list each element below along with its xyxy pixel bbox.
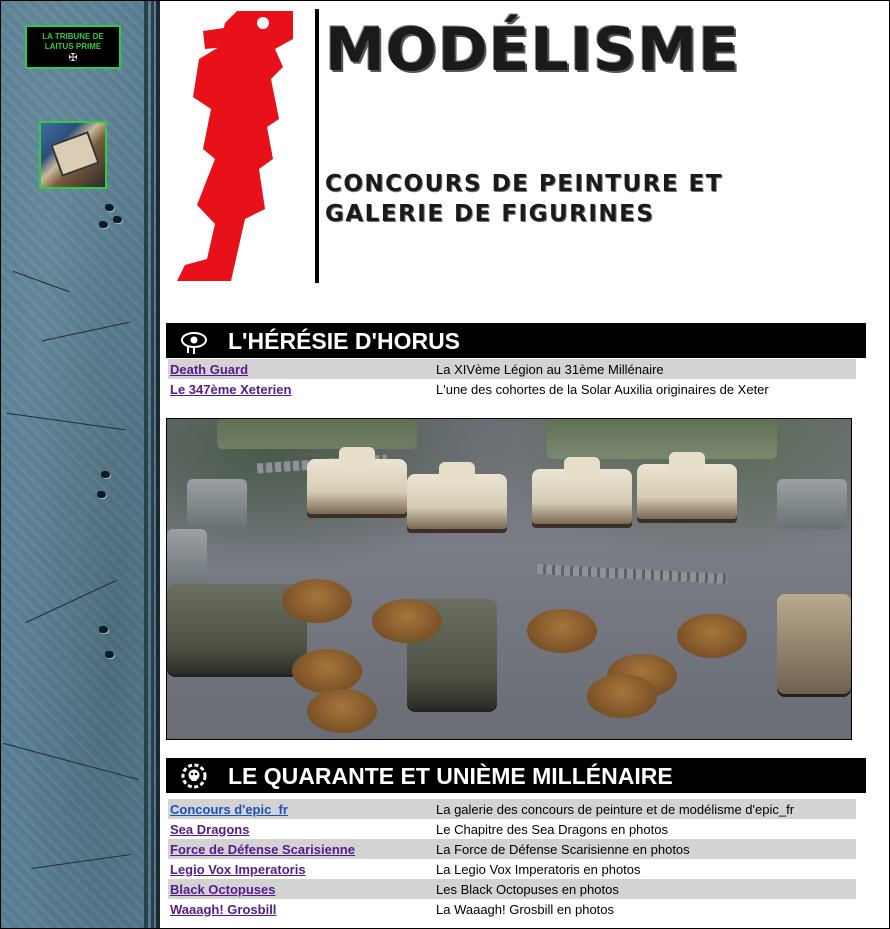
terrain-rock [187, 479, 247, 529]
miniature-tank [777, 594, 851, 694]
banner-title: MODÉLISME [325, 15, 740, 85]
link-black-octopuses[interactable]: Black Octopuses [170, 881, 276, 897]
texture-crack [7, 413, 126, 431]
table-row [168, 799, 856, 819]
sidebar-border [151, 1, 154, 928]
table-row [168, 819, 856, 839]
section-title: LE QUARANTE ET UNIÈME MILLÉNAIRE [228, 763, 673, 789]
link-description: La Legio Vox Imperatoris en photos [436, 861, 641, 877]
miniature-tank [307, 459, 407, 514]
table-row [168, 359, 856, 379]
table-row [168, 379, 856, 399]
terrain-hill [547, 419, 777, 459]
link-347-xeterien[interactable]: Le 347ème Xeterien [170, 381, 292, 397]
link-description: La Force de Défense Scarisienne en photos [434, 839, 856, 859]
texture-crack [42, 322, 130, 342]
miniature-base [292, 649, 362, 693]
link-force-defense-scarisienne[interactable]: Force de Défense Scarisienne [170, 841, 355, 857]
avatar[interactable] [39, 121, 107, 189]
terrain-rock [777, 479, 847, 529]
texture-crack [13, 271, 70, 292]
texture-crack [3, 743, 138, 780]
skull-cog-icon [180, 762, 208, 790]
texture-hole [99, 626, 108, 633]
miniature-base [372, 599, 442, 643]
table-row [168, 839, 856, 859]
texture-crack [31, 854, 130, 869]
horus-heresy-links [168, 359, 856, 399]
texture-hole [105, 651, 114, 658]
miniature-base [307, 689, 377, 733]
terrain-rock [167, 529, 207, 589]
miniature-tank [637, 464, 737, 519]
banner-subtitle-line1: CONCOURS DE PEINTURE ET [325, 171, 723, 197]
logo-text-line2: LAITUS PRIME [44, 42, 102, 51]
miniature-base [282, 579, 352, 623]
texture-hole [101, 471, 110, 478]
eye-of-horus-icon [180, 327, 208, 355]
sidebar [1, 1, 160, 928]
table-row [168, 859, 856, 879]
miniature-base [527, 609, 597, 653]
terrain-ruin [537, 564, 727, 584]
avatar-mask [50, 131, 99, 177]
banner-divider [315, 9, 319, 283]
titan-silhouette-icon [175, 9, 315, 285]
terrain-hill [217, 419, 417, 449]
link-description: La XIVème Légion au 31ème Millénaire [434, 359, 856, 379]
link-description: La Waaagh! Grosbill en photos [436, 901, 615, 917]
texture-crack [25, 580, 116, 623]
link-description: Le Chapitre des Sea Dragons en photos [436, 821, 668, 837]
texture-hole [97, 491, 106, 498]
miniature-base [677, 614, 747, 658]
section-header-horus-heresy [166, 323, 866, 358]
table-row [168, 879, 856, 899]
texture-hole [113, 216, 122, 223]
link-description: L'une des cohortes de la Solar Auxilia originaires de Xeter [436, 381, 769, 397]
miniature-tank [407, 474, 507, 529]
link-sea-dragons[interactable]: Sea Dragons [170, 821, 250, 837]
banner-subtitle-line2: GALERIE DE FIGURINES [325, 201, 655, 227]
miniature-base [587, 674, 657, 718]
link-legio-vox-imperatoris[interactable]: Legio Vox Imperatoris [170, 861, 306, 877]
tribune-logo[interactable] [25, 25, 121, 69]
aquila-icon: ✠ [68, 52, 78, 64]
table-row [168, 899, 856, 919]
link-waaagh-grosbill[interactable]: Waaagh! Grosbill [170, 901, 277, 917]
texture-hole [99, 221, 108, 228]
link-death-guard[interactable]: Death Guard [170, 361, 249, 377]
modelisme-banner [175, 9, 858, 285]
section-title: L'HÉRÉSIE D'HORUS [228, 328, 461, 354]
link-concours-epic-fr[interactable]: Concours d'epic_fr [170, 801, 288, 817]
miniatures-photo[interactable] [166, 418, 852, 740]
section-header-41st-millennium [166, 758, 866, 793]
link-description: Les Black Octopuses en photos [434, 879, 856, 899]
miniature-tank [532, 469, 632, 524]
main-content [160, 1, 889, 928]
link-description: La galerie des concours de peinture et de modélisme d'epic_fr [434, 799, 856, 819]
sidebar-border [144, 1, 148, 928]
logo-text-line1: LA TRIBUNE DE [42, 32, 104, 41]
texture-hole [105, 204, 114, 211]
41st-millennium-links [168, 799, 856, 919]
